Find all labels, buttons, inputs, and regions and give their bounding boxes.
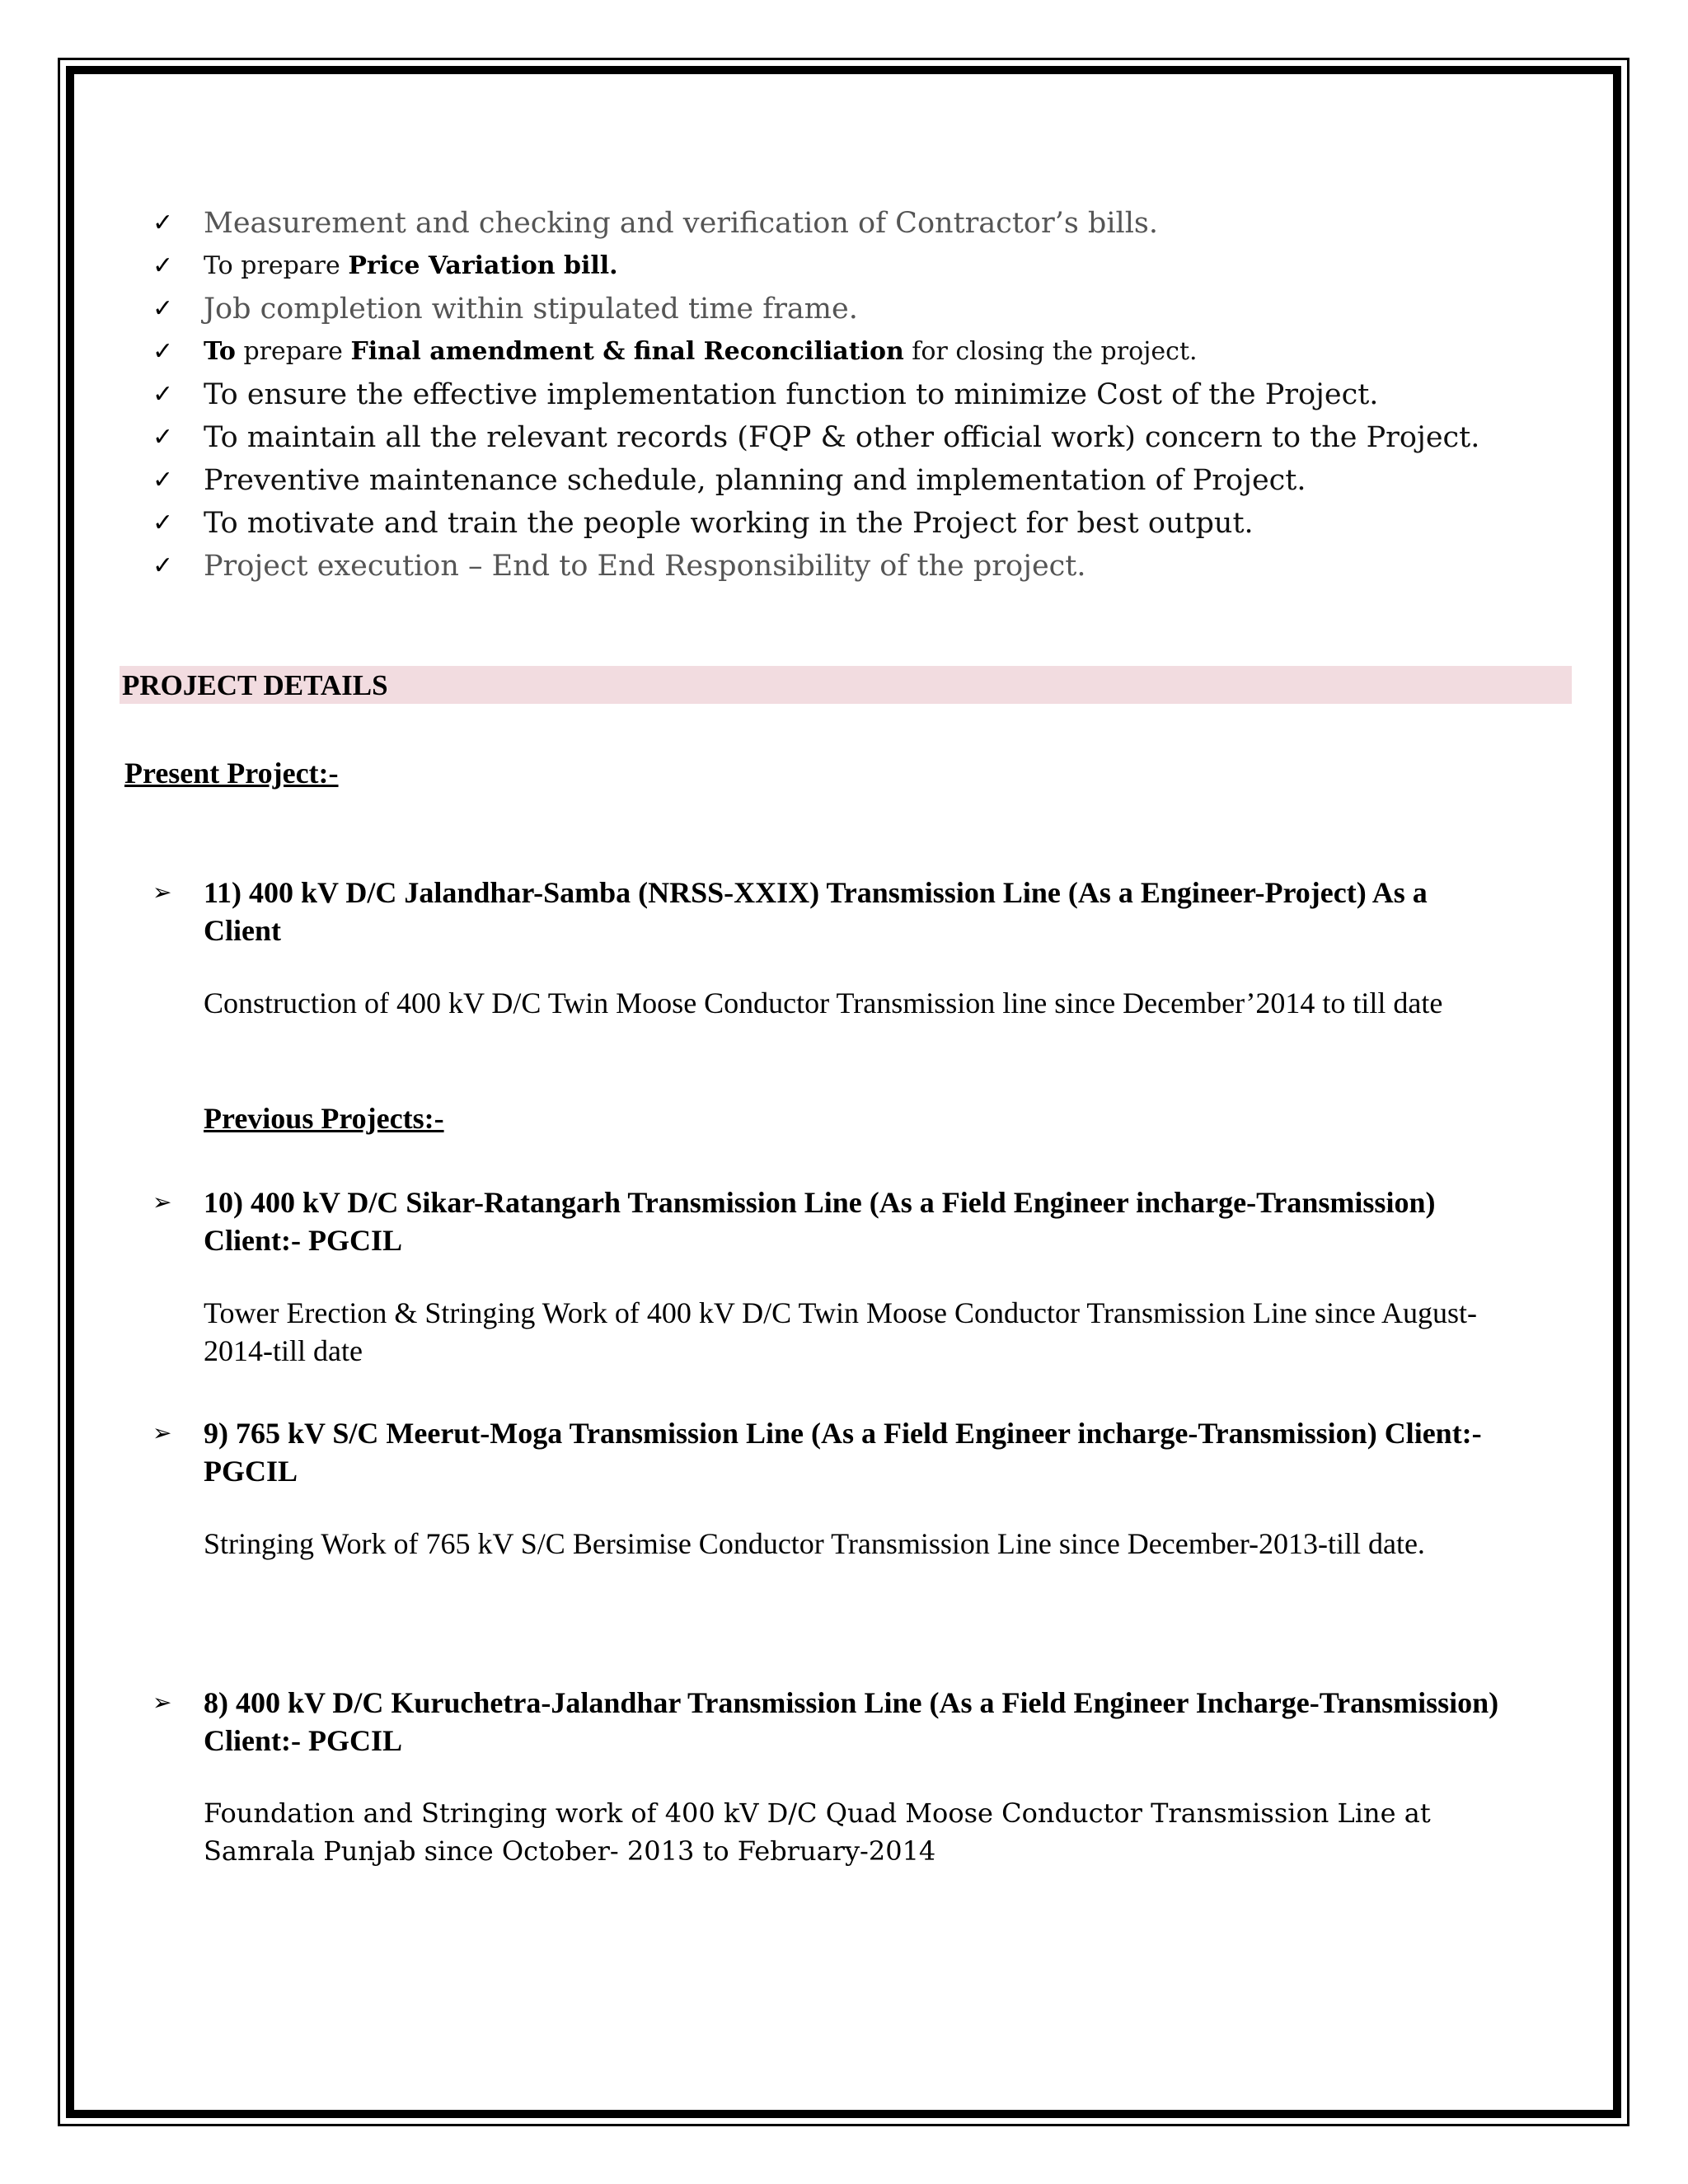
present-project-heading: Present Project:- xyxy=(124,757,339,790)
list-item: ✓ To ensure the effective implementation function to minimize Cost of the Project. xyxy=(152,373,1554,416)
arrow-bullet-icon: ➢ xyxy=(152,879,172,906)
list-item: ✓ To motivate and train the people working in the Project for best output. xyxy=(152,502,1554,545)
list-item: ✓ To maintain all the relevant records (FQP & other official work) concern to the Project. xyxy=(152,416,1554,459)
project-description: Stringing Work of 765 kV S/C Bersimise Conductor Transmission Line since December-2013-till date. xyxy=(204,1527,1425,1560)
arrow-bullet-icon: ➢ xyxy=(152,1419,172,1446)
checkmark-icon: ✓ xyxy=(152,509,174,537)
checkmark-icon: ✓ xyxy=(152,209,174,237)
checkmark-icon: ✓ xyxy=(152,423,174,452)
list-item: ✓ Job completion within stipulated time frame. xyxy=(152,288,1554,330)
checkmark-icon: ✓ xyxy=(152,294,174,323)
list-item: ✓ To prepare Price Variation bill. xyxy=(152,245,1554,288)
project-title: 10) 400 kV D/C Sikar-Ratangarh Transmission Line (As a Field Engineer incharge-Transmission) Client:- PGCIL xyxy=(204,1186,1436,1257)
section-title: PROJECT DETAILS xyxy=(122,669,388,701)
list-item: ✓ Project execution – End to End Responsibility of the project. xyxy=(152,545,1554,588)
checkmark-icon: ✓ xyxy=(152,380,174,409)
checkmark-icon: ✓ xyxy=(152,337,174,366)
checkmark-icon: ✓ xyxy=(152,551,174,580)
arrow-bullet-icon: ➢ xyxy=(152,1689,172,1716)
arrow-bullet-icon: ➢ xyxy=(152,1188,172,1216)
project-entry xyxy=(152,1684,1504,1870)
project-description: Foundation and Stringing work of 400 kV D/C Quad Moose Conductor Transmission Line at Samrala Punjab since October- 2013 to February-2014 xyxy=(204,1797,1431,1867)
project-entry xyxy=(152,1183,1504,1370)
project-description: Tower Erection & Stringing Work of 400 kV D/C Twin Moose Conductor Transmission Line since August-2014-till date xyxy=(204,1296,1478,1367)
project-title: 9) 765 kV S/C Meerut-Moga Transmission Line (As a Field Engineer incharge-Transmission) Client:- PGCIL xyxy=(204,1417,1482,1488)
list-item: ✓ Preventive maintenance schedule, planning and implementation of Project. xyxy=(152,459,1554,502)
project-description: Construction of 400 kV D/C Twin Moose Conductor Transmission line since December’2014 to till date xyxy=(204,987,1443,1019)
responsibilities-list xyxy=(152,202,1554,588)
checkmark-icon: ✓ xyxy=(152,466,174,494)
checkmark-icon: ✓ xyxy=(152,251,174,280)
project-title: 11) 400 kV D/C Jalandhar-Samba (NRSS-XXIX) Transmission Line (As a Engineer-Project) As a Client xyxy=(204,876,1428,947)
list-item: ✓ Measurement and checking and verification of Contractor’s bills. xyxy=(152,202,1554,245)
project-entry xyxy=(152,874,1504,1022)
project-entry xyxy=(152,1414,1504,1563)
project-title: 8) 400 kV D/C Kuruchetra-Jalandhar Transmission Line (As a Field Engineer Incharge-Transmission) Client:- PGCIL xyxy=(204,1686,1499,1757)
list-item: ✓ To prepare Final amendment & final Reconciliation for closing the project. xyxy=(152,330,1554,373)
previous-projects-heading: Previous Projects:- xyxy=(204,1102,444,1135)
